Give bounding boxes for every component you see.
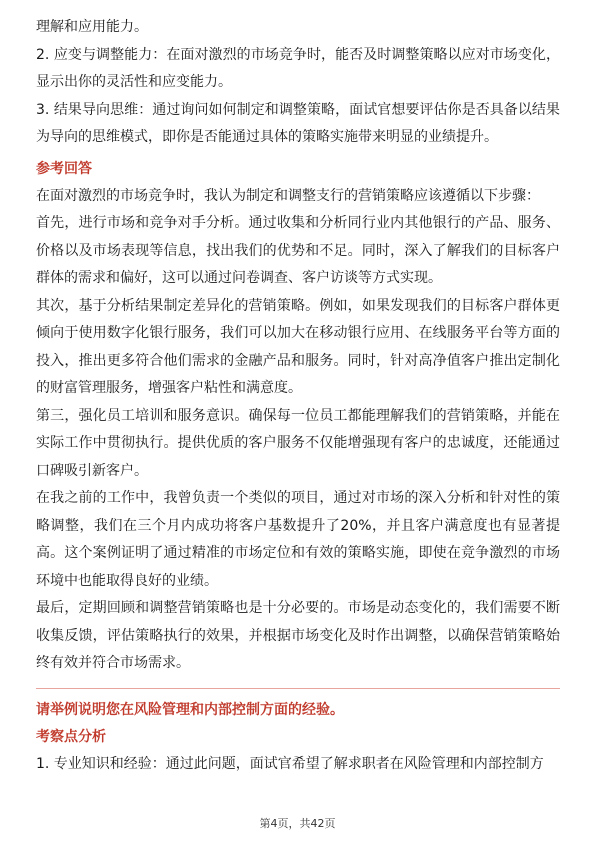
answer-paragraph-5: 在我之前的工作中，我曾负责一个类似的项目，通过对市场的深入分析和针对性的策略调整，我们在三个月内成功将客户基数提升了20%，并且客户满意度也有显著提高。这个案例证明了通过精准的市场定位和有效的策略实施，即使在竞争激烈的市场环境中也能取得良好的业绩。 — [36, 490, 560, 589]
page-footer: 第4页，共42页 — [259, 817, 336, 830]
answer-heading: 参考回答 — [36, 160, 92, 177]
analysis-heading: 考察点分析 — [36, 728, 106, 745]
intro-point-3: 3. 结果导向思维：通过询问如何制定和调整策略，面试官想要评估你是否具备以结果为导向的思维模式，即你是否能通过具体的策略实施带来明显的业绩提升。 — [36, 101, 560, 145]
answer-paragraph-2: 首先，进行市场和竞争对手分析。通过收集和分析同行业内其他银行的产品、服务、价格以及市场表现等信息，找出我们的优势和不足。同时，深入了解我们的目标客户群体的需求和偏好，这可以通过问卷调查、客户访谈等方式实现。 — [36, 215, 560, 286]
answer-paragraph-3: 其次，基于分析结果制定差异化的营销策略。例如，如果发现我们的目标客户群体更倾向于使用数字化银行服务，我们可以加大在移动银行应用、在线服务平台等方面的投入，推出更多符合他们需求的金融产品和服务。同时，针对高净值客户推出定制化的财富管理服务，增强客户粘性和满意度。 — [36, 297, 560, 396]
intro-paragraph-tail: 理解和应用能力。 — [36, 19, 148, 35]
next-question-title: 请举例说明您在风险管理和内部控制方面的经验。 — [36, 701, 344, 718]
answer-paragraph-4: 第三，强化员工培训和服务意识。确保每一位员工都能理解我们的营销策略，并能在实际工作中贯彻执行。提供优质的客户服务不仅能增强现有客户的忠诚度，还能通过口碑吸引新客户。 — [36, 407, 560, 479]
answer-paragraph-1: 在面对激烈的市场竞争时，我认为制定和调整支行的营销策略应该遵循以下步骤： — [36, 187, 540, 204]
section-divider — [36, 688, 560, 689]
answer-paragraph-6: 最后，定期回顾和调整营销策略也是十分必要的。市场是动态变化的，我们需要不断收集反馈，评估策略执行的效果，并根据市场变化及时作出调整，以确保营销策略始终有效并符合市场需求。 — [36, 600, 560, 671]
document-page — [36, 14, 560, 778]
analysis-point-1: 1. 专业知识和经验：通过此问题，面试官希望了解求职者在风险管理和内部控制方 — [36, 755, 544, 772]
intro-point-2: 2. 应变与调整能力：在面对激烈的市场竞争时，能否及时调整策略以应对市场变化，显示出你的灵活性和应变能力。 — [36, 46, 560, 90]
